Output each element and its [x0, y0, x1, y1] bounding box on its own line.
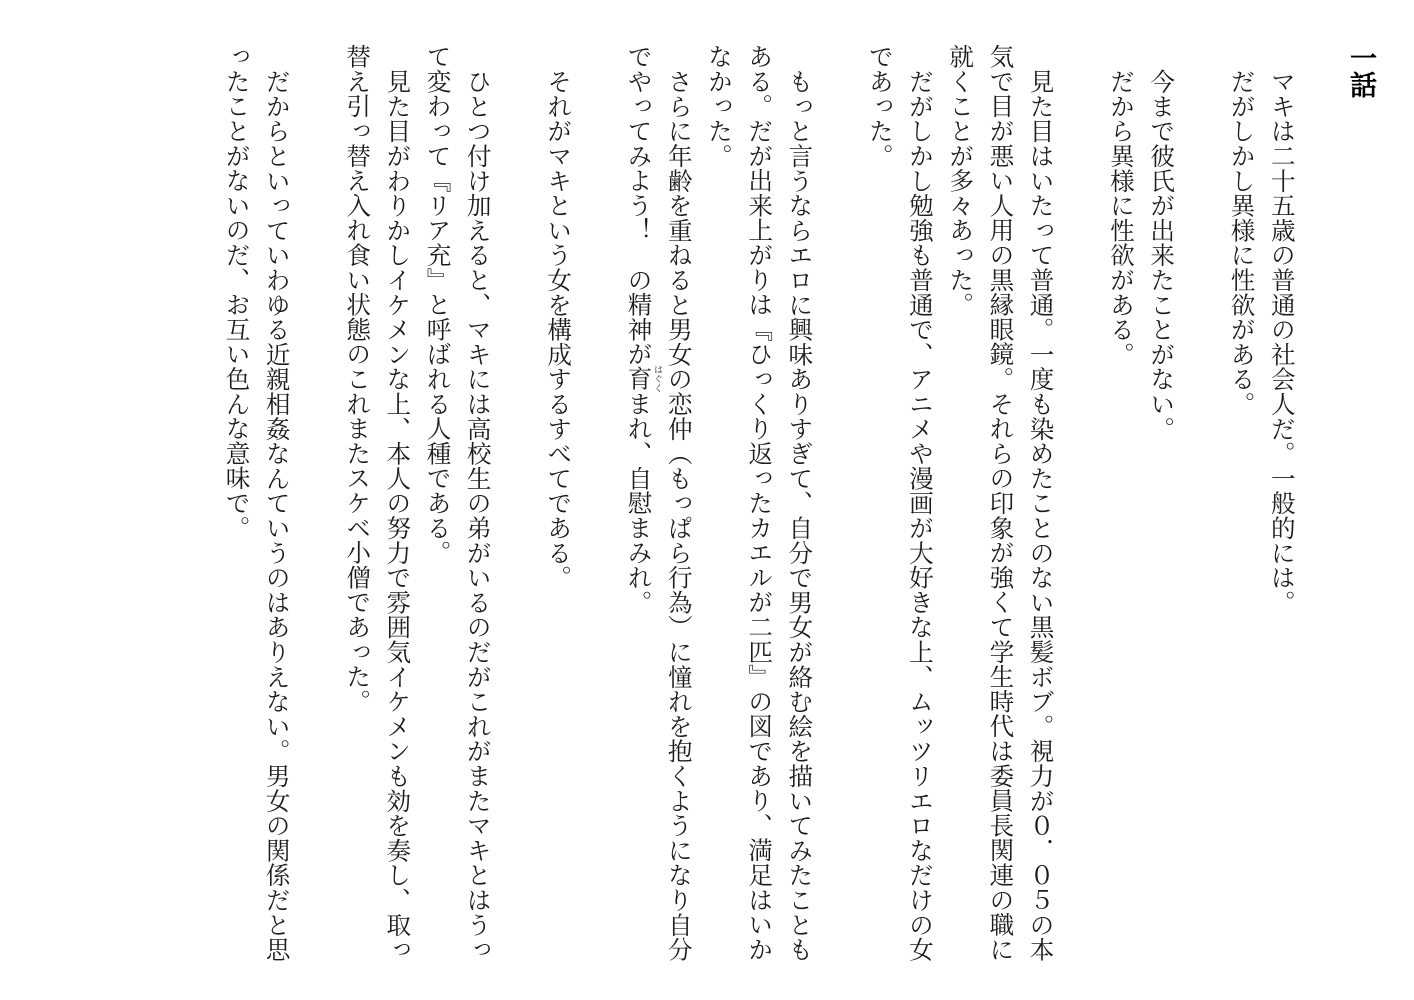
paragraph: もっと言うならエロに興味ありすぎて、自分で男女が絡む絵を描いてみたこともある。だが出来上がりは『ひっくり返ったカエルが二匹』の図であり、満足はいかなかった。: [704, 44, 815, 962]
paragraph-with-ruby: [618, 44, 698, 974]
paragraph: だがしかし異様に性欲がある。: [1227, 68, 1257, 416]
ruby-reading: はぐく: [652, 365, 663, 393]
paragraph: だがしかし勉強も普通で、アニメや漫画が大好きな上、ムッツリエロなだけの女であった。: [865, 44, 935, 962]
paragraph: 見た目がわりかしイケメンな上、本人の努力で雰囲気イケメンも効を奏し、取っ替え引っ替え入れ食い状態のこれまたスケベ小僧であった。: [343, 44, 413, 962]
paragraph: 今まで彼氏が出来たことがない。: [1147, 68, 1177, 441]
blank-line: [498, 44, 538, 974]
ruby-base: 育: [624, 365, 654, 393]
chapter-title: 一話: [1345, 44, 1376, 99]
blank-line: [297, 44, 337, 974]
ruby-annotation: [624, 365, 663, 393]
paragraph: ひとつ付け加えると、マキには高校生の弟がいるのだがこれがまたマキとはうって変わって『リア充』と呼ばれる人種である。: [423, 44, 493, 962]
paragraph: だからといっていわゆる近親相姦なんていうのはありえない。男女の関係だと思ったことがないのだ、お互い色んな意味で。: [222, 44, 292, 962]
paragraph: マキは二十五歳の普通の社会人だ。一般的には。: [1267, 68, 1297, 615]
blank-line: [819, 44, 859, 974]
paragraph-text: さらに年齢を重ねると男女の恋仲（もっぱら行為）に憧れを抱くようになり自分でやってみよう！ の精神が: [624, 44, 694, 962]
vertical-text-body: [216, 44, 1380, 974]
blank-line: [1181, 44, 1221, 974]
blank-line: [578, 44, 618, 974]
blank-line: [1061, 44, 1101, 974]
paragraph: それがマキという女を構成するすべてである。: [544, 68, 574, 590]
paragraph: 見た目はいたって普通。一度も染めたことのない黒髪ボブ。視力が０．０５の本気で目が悪い人用の黒縁眼鏡。それらの印象が強くて学生時代は委員長関連の職に就くことが多々あった。: [946, 44, 1056, 962]
paragraph: だから異様に性欲がある。: [1106, 68, 1136, 367]
paragraph-text: まれ、自慰まみれ。: [624, 391, 654, 615]
